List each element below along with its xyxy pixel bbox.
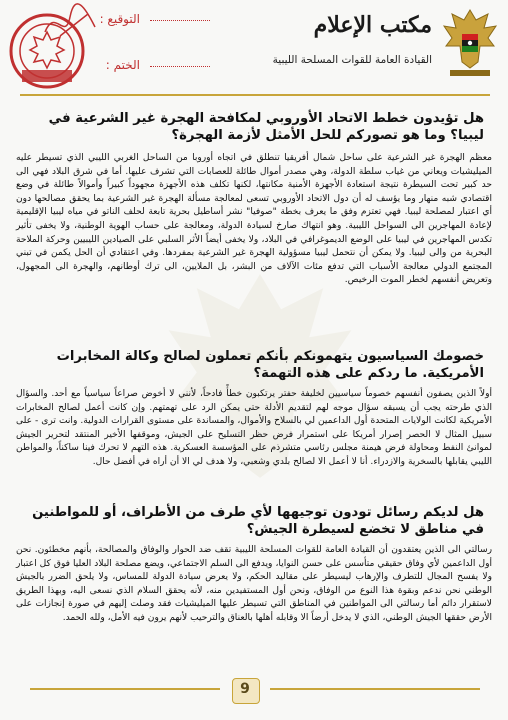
stamp-label: الختم : <box>105 58 140 72</box>
question-2: خصومك السياسيون يتهمونكم بأنكم تعملون لصالح وكالة المخابرات الأمريكية. ما ردكم على هذه التهمة؟ <box>56 349 484 381</box>
office-subtitle: القيادة العامة للقوات المسلحة الليبية <box>272 54 432 66</box>
handwritten-signature-icon <box>40 2 100 42</box>
letterhead <box>0 0 508 90</box>
answer-1: معظم الهجرة غير الشرعية على ساحل شمال أفريقيا تنطلق في اتجاه أوروبا من الساحل الغربي الليبي الذي تسيطر عليه الميليشيات ويعاني من غياب سلطة الدولة، وهي مصدر أموال طائلة للعصابات التي تشرف عليها. أما في شرق البلاد فهي الى حد كبير تحت السيطرة نتيجة استعادة الأجهزة الأمنية مكانتها، لكنها تكلف هذه الأجهزة مجهوداً كبيراً وأموالاً طائلة في وضع اقتصادي شبه منهار وما يؤسف له أن دول الاتحاد الأوروبي تسعى لمعالجة مسألة الهجرة غير الشرعية بما يحقق مصالحها دون أي اعتبار لمصلحة ليبيا. فهي تعتزم وفق ما يعرف بخطة "صوفيا" نشر أساطيل بحرية تابعة لحلف الناتو في مياه ليبيا الإقليمية لإعادة المهاجرين الى السواحل الليبية. وهو انتهاك صارخ لسيادة الدولة، ومعالجة على حساب الهوية الوطنية، ولا يخفى تأثير تكدس المهاجرين في ليبيا على الوضع الديموغرافي في البلاد، ولا يخفى أيضاً الأثر السلبي على الصيادين الليبيين وحركة الملاحة البحرية من والى ليبيا. ولا يمكن أن نتحمل ليبيا مسؤولية الهجرة غير الشرعية بمفردها. وفي اعتقادي أن الحل يكمن في تبني المجتمع الدولي معالجة الأسباب التي تدفع مئات الآلاف من البشر، بل الملايين، الى ترك أوطانهم، والهجرة الى المجهول، وتعريض أنفسهم لخطر الموت الرخيص. <box>16 153 492 286</box>
footer-rule-left <box>30 688 220 690</box>
stamp-line <box>150 66 210 67</box>
signature-line <box>150 20 210 21</box>
footer-rule-right <box>270 688 480 690</box>
eagle-emblem-icon <box>440 6 500 80</box>
answer-2: أولاً الذين يصفون أنفسهم خصوماً سياسيين لخليفة حفتر يرتكبون خطأً فادحاً، لأنني لا أخوض صراعاً سياسياً مع أحد. والسؤال الذي طرحته يجب أن يسبقه سؤال موجه لهم لتقديم الأدلة حتى يمكن الرد على تهمتهم. وإن كانت أعمل لصالح المخابرات الأمريكية لكانت الولايات المتحدة أول الداعمين لي بالسلاح والأموال، والمساندة على مستوى القرارات الدولية. وانت ترى - على سبيل المثال لا الحصر إصرار أمريكا على استمرار فرض حظر التسليح على الجيش، وموقفها الأخير المنتقد لتحرير الجيش لموانئ النفط ومحاولة فرض هيمنة مجلس رئاسي متشرذم على المؤسسة العسكرية. هذه التهم لا تحرك فينا ساكناً، والمواطن الليبي يقابلها بالسخرية والازدراء. أنا لا أعمل الا لصالح بلدي وشعبي، ولا هدف لي الا أن أراه في أفضل حال. <box>16 389 492 467</box>
question-3: هل لديكم رسائل تودون توجيهها لأي طرف من الأطراف، أو للمواطنين في مناطق لا تخضع لسيطرة الجيش؟ <box>32 505 484 537</box>
page-number: 9 <box>240 681 250 697</box>
answer-3: رسالتي الى الذين يعتقدون أن القيادة العامة للقوات المسلحة الليبية تقف ضد الحوار والوفاق والمصالحة، بأنهم مخطئون. نحن أول الداعمين لأي وفاق حقيقي متأسس على حسن النوايا، ويدفع الى السلم الاجتماعي، ويضع مصلحة البلاد العليا فوق كل اعتبار ولا يفسح المجال للتطرف والإرهاب ليسيطر على مقاليد الحكم، ولا يعرض سيادة الدولة للمساس، ولا يلحق الضرر بالجيش الوطني نحن ندعم وبقوة هذا النوع من الوفاق، ونحن أول المستفيدين منه، لأنه يحقق السلام الذي نسعى اليه، وبهذا الطريق لاستقرار دائم أما رسالتي الى المواطنين في المناطق التي تسيطر عليها الميليشيات فقد وصلت إليهم في صورة إنجازات على الأرض حققها الجيش الوطني، الذي لا يدخل أرضاً الا وقابله أهلها بالعناق والترحيب لأنهم يرون فيه الأمل، ولله الحمد. <box>16 545 492 623</box>
office-title: مكتب الإعلام <box>313 12 432 38</box>
question-1: هل تؤيدون خطط الاتحاد الأوروبي لمكافحة الهجرة غير الشرعية في ليبيا؟ وما هو تصوركم للحل الأمثل لأزمة الهجرة؟ <box>48 111 484 143</box>
signature-label: التوقيع : <box>99 12 140 26</box>
header-divider <box>20 94 490 96</box>
